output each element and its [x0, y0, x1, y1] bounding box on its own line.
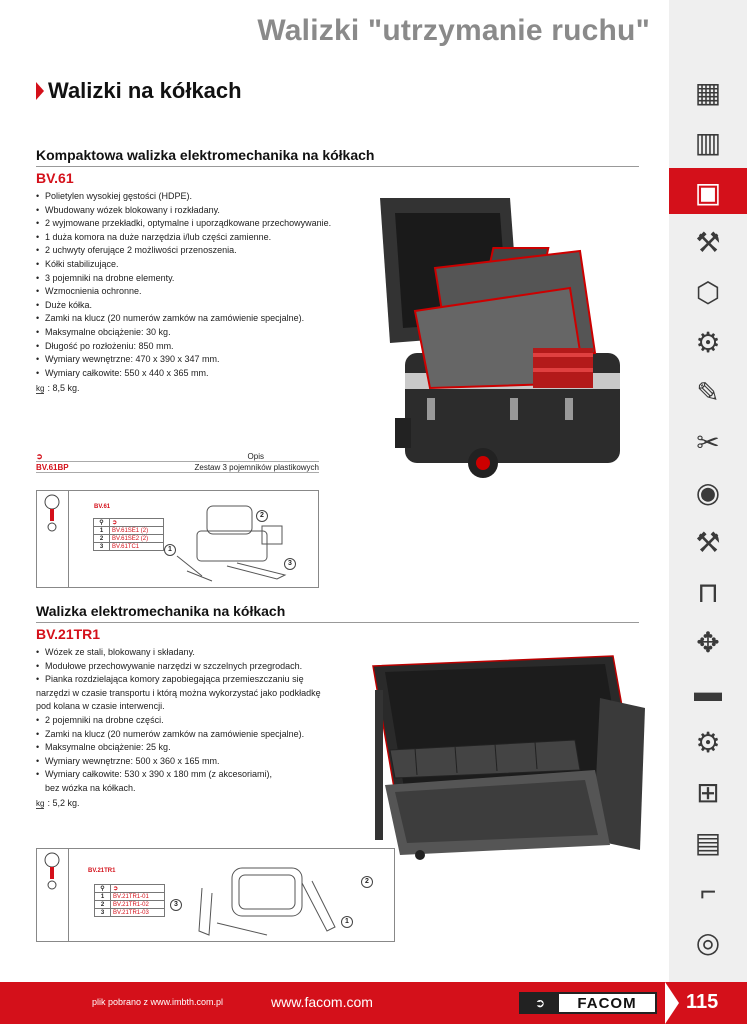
- product1-parts-box: [36, 490, 319, 588]
- feature-item: bez wózka na kółkach.: [45, 782, 136, 793]
- row-number: 2: [94, 535, 110, 543]
- parts-diagram: [167, 501, 307, 583]
- page-title: Walizki "utrzymanie ruchu": [257, 14, 650, 47]
- product1-spec-table: [36, 451, 319, 473]
- footer: [0, 982, 747, 1024]
- product1-features: [36, 190, 331, 380]
- feature-item: • 2 pojemniki na drobne części.: [36, 714, 321, 728]
- feature-item: • Polietylen wysokiej gęstości (HDPE).: [36, 190, 331, 204]
- feature-item: • Zamki na klucz (20 numerów zamków na zamówienie specjalne).: [36, 728, 321, 742]
- feature-item: narzędzi w czasie transportu i którą można wykorzystać jako podkładkę: [36, 687, 321, 698]
- callout-1: 1: [341, 916, 353, 928]
- row-number: 2: [95, 901, 111, 909]
- row-code: BV.61BP: [36, 463, 69, 472]
- facom-mark-icon: ➲: [521, 994, 559, 1012]
- feature-item: pod kolana w czasie interwencji.: [36, 701, 165, 712]
- feature-item: • Pianka rozdzielająca komory zapobiegająca przemieszczaniu się: [36, 673, 321, 687]
- impact-wrench-icon[interactable]: ⚙: [695, 726, 721, 758]
- row-code: BV.61SE1 (2): [110, 527, 164, 535]
- spare-parts-icon: [41, 851, 73, 891]
- feature-item: • Wózek ze stali, blokowany i składany.: [36, 646, 321, 660]
- table-row: [95, 901, 165, 909]
- product2-ref: BV.21TR1: [36, 626, 101, 642]
- spare-parts-icon: [41, 493, 73, 533]
- row-number: 1: [94, 527, 110, 535]
- feature-item: • Wbudowany wózek blokowany i rozkładany.: [36, 204, 331, 218]
- product2-weight: kg : 5,2 kg.: [36, 798, 80, 808]
- table-row: [95, 893, 165, 901]
- callout-3: 3: [284, 558, 296, 570]
- feature-item: • Wymiary całkowite: 550 x 440 x 365 mm.: [36, 367, 331, 381]
- row-code: BV.61SE2 (2): [110, 535, 164, 543]
- torque-wrench-icon[interactable]: ⚙: [695, 326, 721, 358]
- feature-item: • Wymiary całkowite: 530 x 390 x 180 mm (z akcesoriami),: [36, 768, 321, 782]
- electrical-breaker-icon[interactable]: ▤: [694, 826, 722, 858]
- website-link[interactable]: www.facom.com: [271, 994, 373, 1010]
- row-number: 3: [95, 909, 111, 917]
- screwdriver-icon[interactable]: ✎: [696, 376, 720, 408]
- feature-item: • 2 wyjmowane przekładki, optymalne i uporządkowane przechowywanie.: [36, 217, 331, 231]
- callout-2: 2: [256, 510, 268, 522]
- feature-item: • Wymiary wewnętrzne: 470 x 390 x 347 mm.: [36, 353, 331, 367]
- feature-item: • Maksymalne obciążenie: 30 kg.: [36, 326, 331, 340]
- page-arrow-icon: [665, 982, 679, 1024]
- puller-icon[interactable]: ✥: [696, 626, 720, 658]
- feature-item: • Długość po rozłożeniu: 850 mm.: [36, 340, 331, 354]
- product1-ref: BV.61: [36, 170, 74, 186]
- parts-side-panel: [37, 849, 69, 941]
- table-row: [95, 909, 165, 917]
- product2-features: [36, 646, 321, 796]
- parts-box-title: BV.21TR1: [88, 868, 116, 874]
- feature-item: • 2 uchwyty oferujące 2 możliwości przenoszenia.: [36, 244, 331, 258]
- parts-side-panel: [37, 491, 69, 587]
- feature-item: • Maksymalne obciążenie: 25 kg.: [36, 741, 321, 755]
- row-number: 1: [95, 893, 111, 901]
- pneumatic-tool-icon[interactable]: ▬: [694, 676, 722, 707]
- weight-icon: kg: [36, 384, 45, 393]
- product1-image: [375, 193, 645, 488]
- row-desc: Zestaw 3 pojemników plastikowych: [194, 463, 319, 472]
- feature-item: • Wzmocnienia ochronne.: [36, 285, 331, 299]
- feature-item: • Kółki stabilizujące.: [36, 258, 331, 272]
- table-row: [94, 527, 164, 535]
- feature-item: • Wymiary wewnętrzne: 500 x 360 x 165 mm.: [36, 755, 321, 769]
- vice-icon[interactable]: ⊞: [696, 776, 720, 808]
- table-row: [94, 535, 164, 543]
- pipe-bender-icon[interactable]: ⌐: [699, 876, 717, 907]
- weight-icon: kg: [36, 799, 45, 808]
- brand-name: FACOM: [577, 994, 637, 1012]
- facom-ref-icon: ➲: [36, 452, 43, 461]
- parts-table: [94, 884, 165, 917]
- product1-title: Kompaktowa walizka elektromechanika na kółkach: [36, 147, 375, 163]
- parts-icon-cell: ➲: [111, 885, 165, 893]
- row-code: BV.21TR1-03: [111, 909, 165, 917]
- product2-image: [355, 650, 655, 860]
- feature-item: • Modułowe przechowywanie narzędzi w szczelnych przegrodach.: [36, 660, 321, 674]
- product2-title: Walizka elektromechanika na kółkach: [36, 603, 286, 619]
- table-row: [36, 462, 319, 473]
- row-number: 3: [94, 543, 110, 551]
- tape-measure-icon[interactable]: ◉: [695, 476, 721, 508]
- download-note: plik pobrano z www.imbth.com.pl: [92, 997, 224, 1007]
- section-title: Walizki na kółkach: [48, 78, 242, 103]
- parts-icon-cell: ➲: [110, 519, 164, 527]
- hacksaw-icon[interactable]: ⊓: [697, 576, 719, 608]
- steering-wheel-icon[interactable]: ◎: [695, 926, 721, 958]
- product2-rule: [36, 622, 639, 623]
- parts-icon-cell: ⚲: [94, 519, 110, 527]
- parts-table: [93, 518, 164, 551]
- tool-box-icon[interactable]: ▣: [694, 176, 722, 208]
- product2-parts-box: [36, 848, 395, 942]
- feature-item: • Duże kółka.: [36, 299, 331, 313]
- page-number: 115: [686, 991, 719, 1013]
- feature-item: • Zamki na klucz (20 numerów zamków na zamówienie specjalne).: [36, 312, 331, 326]
- roller-cabinet-icon[interactable]: ▥: [694, 126, 722, 158]
- table-row: [94, 543, 164, 551]
- table-header-row: [36, 451, 319, 462]
- tool-trolley-icon[interactable]: ▦: [694, 76, 722, 108]
- parts-icon-cell: ⚲: [95, 885, 111, 893]
- feature-item: • 3 pojemniki na drobne elementy.: [36, 272, 331, 286]
- parts-diagram: [187, 863, 387, 941]
- parts-box-title: BV.61: [94, 504, 111, 510]
- header-opis: Opis: [247, 452, 264, 461]
- socket-icon[interactable]: ⬡: [695, 276, 721, 308]
- callout-1: 1: [164, 544, 176, 556]
- callout-2: 2: [361, 876, 373, 888]
- product1-weight: kg : 8,5 kg.: [36, 383, 80, 393]
- row-code: BV.21TR1-02: [111, 901, 165, 909]
- callout-3: 3: [170, 899, 182, 911]
- hammer-icon[interactable]: ⚒: [695, 526, 721, 558]
- feature-item: • 1 duża komora na duże narzędzia i/lub części zamienne.: [36, 231, 331, 245]
- wrench-icon[interactable]: ⚒: [695, 226, 721, 258]
- row-code: BV.21TR1-01: [111, 893, 165, 901]
- product1-rule: [36, 166, 639, 167]
- row-code: BV.61TC1: [110, 543, 164, 551]
- pliers-icon[interactable]: ✂: [696, 426, 720, 458]
- brand-logo: [519, 992, 657, 1014]
